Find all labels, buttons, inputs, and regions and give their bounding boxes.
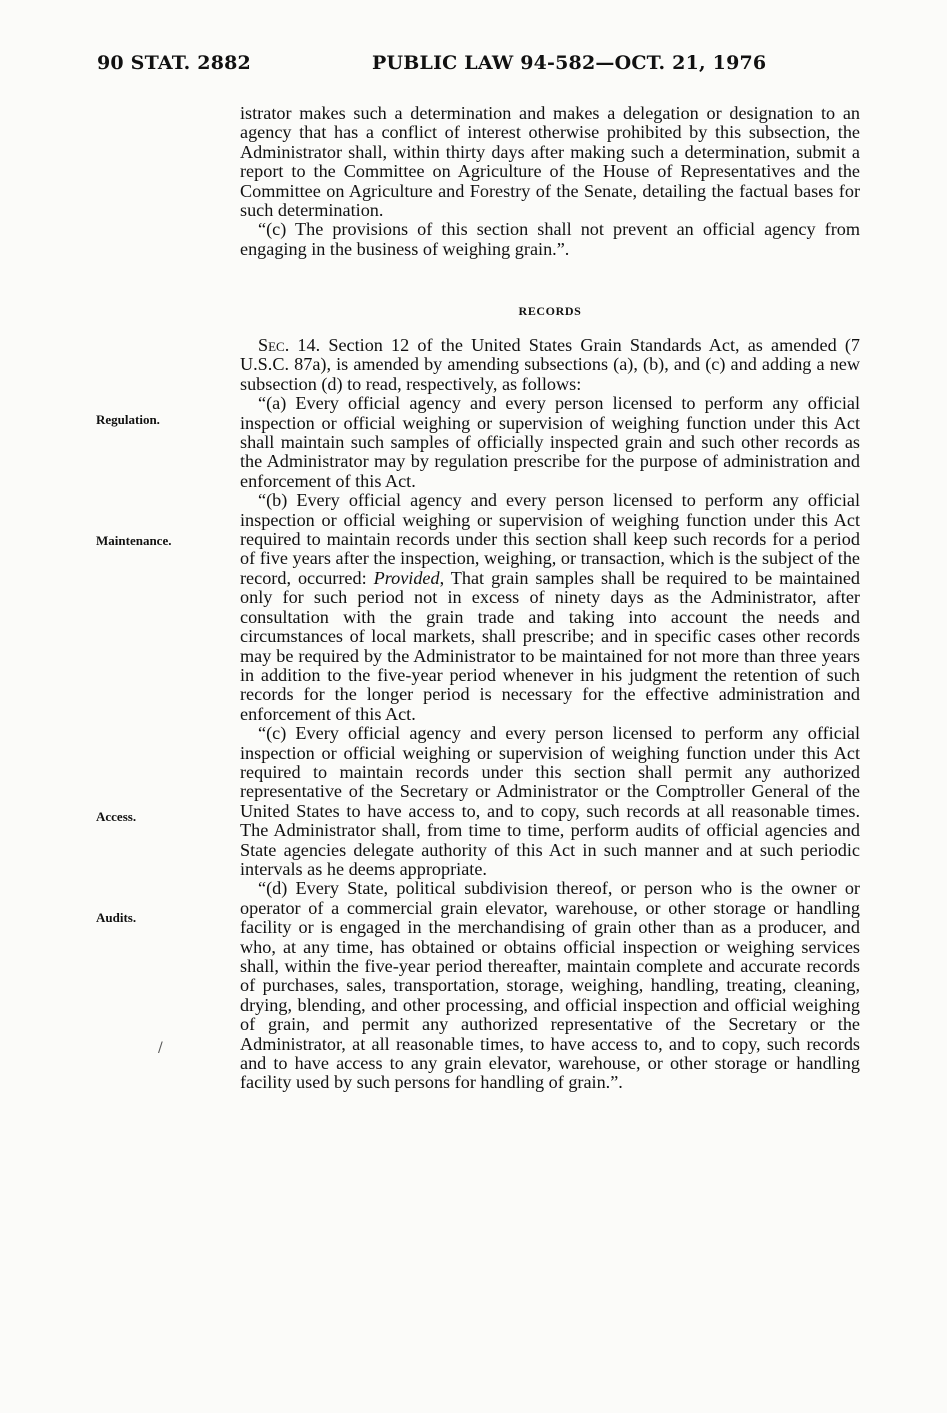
- stray-mark: /: [158, 1040, 163, 1056]
- paragraph-subsection-c-access: “(c) Every official agency and every person licensed to perform any official inspection or official weighing or supervision of weighing function under this Act required to maintain records under this section shall permit any authorized representative of the Secretary or Administrator or the Comptroller General of the United States to have access to, and to copy, such records at all reasonable times. The Administrator shall, from time to time, perform audits of official agencies and State agencies delegate authority of this Act in such manner and at such periodic intervals as he deems appropriate.: [240, 723, 860, 879]
- section-label: Sec. 14.: [258, 335, 321, 355]
- subsection-b-text-1: “(b) Every official agency and every person licensed to perform any official inspection or official weighing or supervision of weighing function under this Act required to maintain records under this section shall keep such records for a period of five years after the inspection, weighing, or transaction, which is the subject of the record, occurred:: [240, 490, 860, 588]
- subsection-b-text-2: , That grain samples shall be required to be maintained only for such period not in excess of ninety days as the Administrator, after consultation with the grain trade and taking into account the needs and circumstances of local markets, shall prescribe; and in specific cases other records may be required by the Administrator to be maintained for not more than three years in addition to the five-year period whenever in his judgment the retention of such records for the longer period is necessary for the effective administration and enforcement of this Act.: [240, 567, 860, 724]
- margin-note-access: Access.: [96, 809, 137, 824]
- stat-page-number: 90 STAT. 2882: [97, 52, 251, 74]
- paragraph-subsection-d: “(d) Every State, political subdivision thereof, or person who is the owner or operator of a commercial grain elevator, warehouse, or other storage or handling facility or is engaged in the merchandising of grain other than as a producer, and who, at any time, has obtained or obtains official inspection or weighing services shall, within the five-year period thereafter, maintain complete and accurate records of purchases, sales, transportation, storage, weighing, handling, treating, cleaning, drying, blending, and other processing, and official inspection and official weighing of grain, and permit any authorized representative of the Secretary or the Administrator, at all reasonable times, to have access to, and to copy, such records and to have access to any grain elevator, warehouse, or other storage or handling facility used by such persons for handling of grain.”.: [240, 878, 860, 1093]
- paragraph-subsection-c-weighing: “(c) The provisions of this section shall not prevent an official agency from engaging in the business of weighing grain.”.: [240, 219, 860, 259]
- provided-term: Provided: [373, 567, 440, 588]
- section-14-text: Section 12 of the United States Grain Standards Act, as amended (7 U.S.C. 87a), is amended by amending subsections (a), (b), and (c) and adding a new subsection (d) to read, respectively, as follows:: [240, 335, 860, 394]
- paragraph-section-14: [240, 336, 860, 394]
- margin-note-maintenance: Maintenance.: [96, 533, 172, 548]
- text-block-records: [240, 336, 860, 1093]
- paragraph-continuation: istrator makes such a determination and makes a delegation or designation to an agency that has a conflict of interest otherwise prohibited by this subsection, the Administrator shall, within thirty days after making such a determination, submit a report to the Committee on Agriculture of the House of Representatives and the Committee on Agriculture and Forestry of the Senate, detailing the factual bases for such determination.: [240, 103, 860, 221]
- margin-note-audits: Audits.: [96, 910, 137, 925]
- section-caption-records: RECORDS: [518, 304, 582, 318]
- public-law-heading: PUBLIC LAW 94-582—OCT. 21, 1976: [372, 52, 767, 74]
- margin-note-regulation: Regulation.: [96, 412, 160, 427]
- text-block-top: [240, 104, 860, 259]
- paragraph-subsection-a: “(a) Every official agency and every person licensed to perform any official inspection or official weighing or supervision of weighing function under this Act shall maintain such samples of officially inspected grain and such other records as the Administrator may by regulation prescribe for the purpose of administration and enforcement of this Act.: [240, 393, 860, 491]
- paragraph-subsection-b: [240, 491, 860, 724]
